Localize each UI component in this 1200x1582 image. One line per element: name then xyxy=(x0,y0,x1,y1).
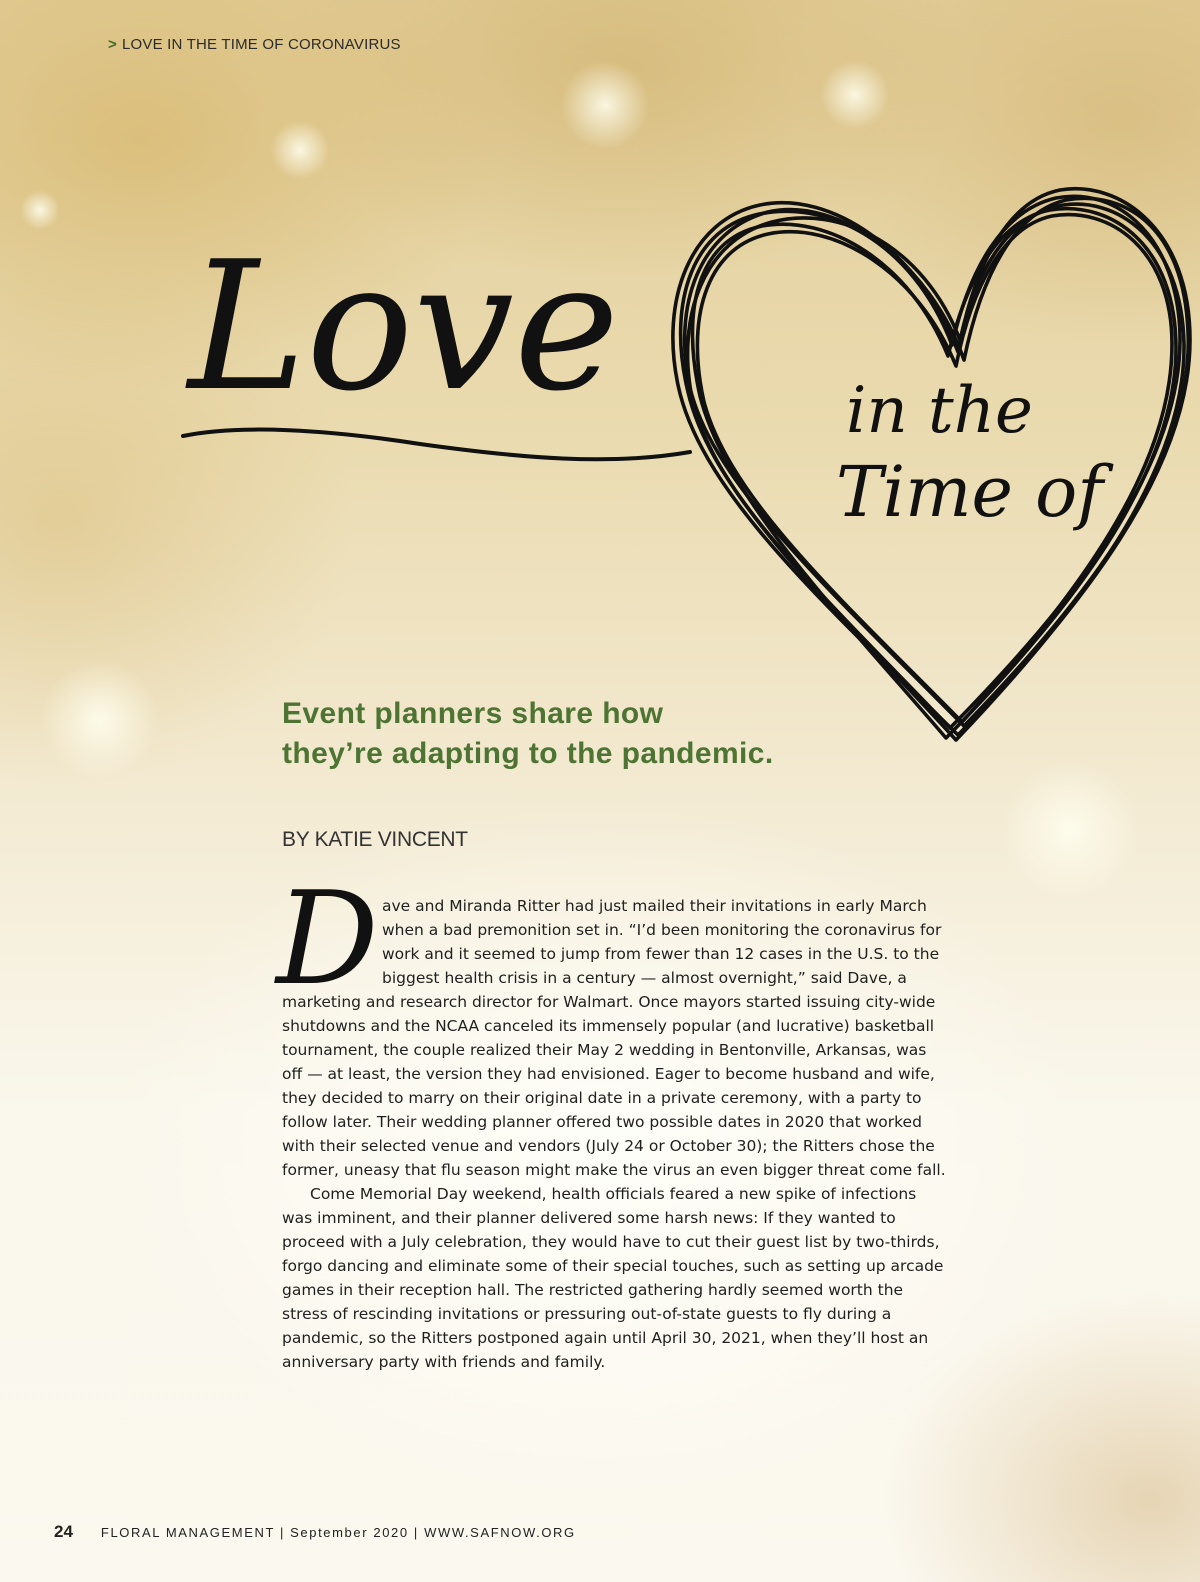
dek-line-1: Event planners share how xyxy=(282,697,664,730)
page-number: 24 xyxy=(54,1522,73,1541)
section-label-text: LOVE IN THE TIME OF CORONAVIRUS xyxy=(121,36,401,53)
page-footer xyxy=(54,1522,576,1542)
article-body xyxy=(276,865,946,1374)
chevron-right-icon: > xyxy=(108,36,117,53)
dek-line-2: they’re adapting to the pandemic. xyxy=(282,737,774,770)
publication-line: FLORAL MANAGEMENT | September 2020 | WWW.SAFNOW.ORG xyxy=(100,1525,576,1540)
byline: BY KATIE VINCENT xyxy=(282,828,468,851)
dek-subheading xyxy=(282,694,922,774)
title-in-the: in the xyxy=(846,374,1033,448)
underline-flourish xyxy=(183,430,690,460)
title-artwork xyxy=(0,0,1200,780)
paragraph-1 xyxy=(276,865,946,1182)
title-time-of: Time of xyxy=(836,451,1104,533)
paragraph-2: Come Memorial Day weekend, health officials feared a new spike of infections was imminent, and their planner delivered some harsh news: If they wanted to proceed with a July celebration, they would have to cut their guest list by two-thirds, forgo dancing and eliminate some of their special touches, such as setting up arcade games in their reception hall. The restricted gathering hardly seemed worth the stress of rescinding invitations or pressuring out-of-state guests to fly during a pandemic, so the Ritters postponed again until April 30, 2021, when they’ll host an anniversary party with friends and family. xyxy=(282,1185,944,1371)
drop-cap: D xyxy=(276,865,379,1014)
paragraph-1-text: ave and Miranda Ritter had just mailed their invitations in early March when a bad premonition set in. “I’d been monitoring the coronavirus for work and it seemed to jump from fewer than 12 cases in the U.S. to the biggest health crisis in a century — almost overnight,” said Dave, a marketing and research director for Walmart. Once mayors started issuing city-wide shutdowns and the NCAA canceled its immensely popular (and lucrative) basketball tournament, the couple realized their May 2 wedding in Bentonville, Arkansas, was off — at least, the version they had envisioned. Eager to become husband and wife, they decided to marry on their original date in a private ceremony, with a party to follow later. Their wedding planner offered two possible dates in 2020 that worked with their selected venue and vendors (July 24 or October 30); the Ritters chose the former, uneasy that flu season might make the virus an even bigger threat come fall. xyxy=(282,897,946,1179)
bokeh-light xyxy=(1000,760,1140,900)
title-love: Love xyxy=(188,223,620,430)
